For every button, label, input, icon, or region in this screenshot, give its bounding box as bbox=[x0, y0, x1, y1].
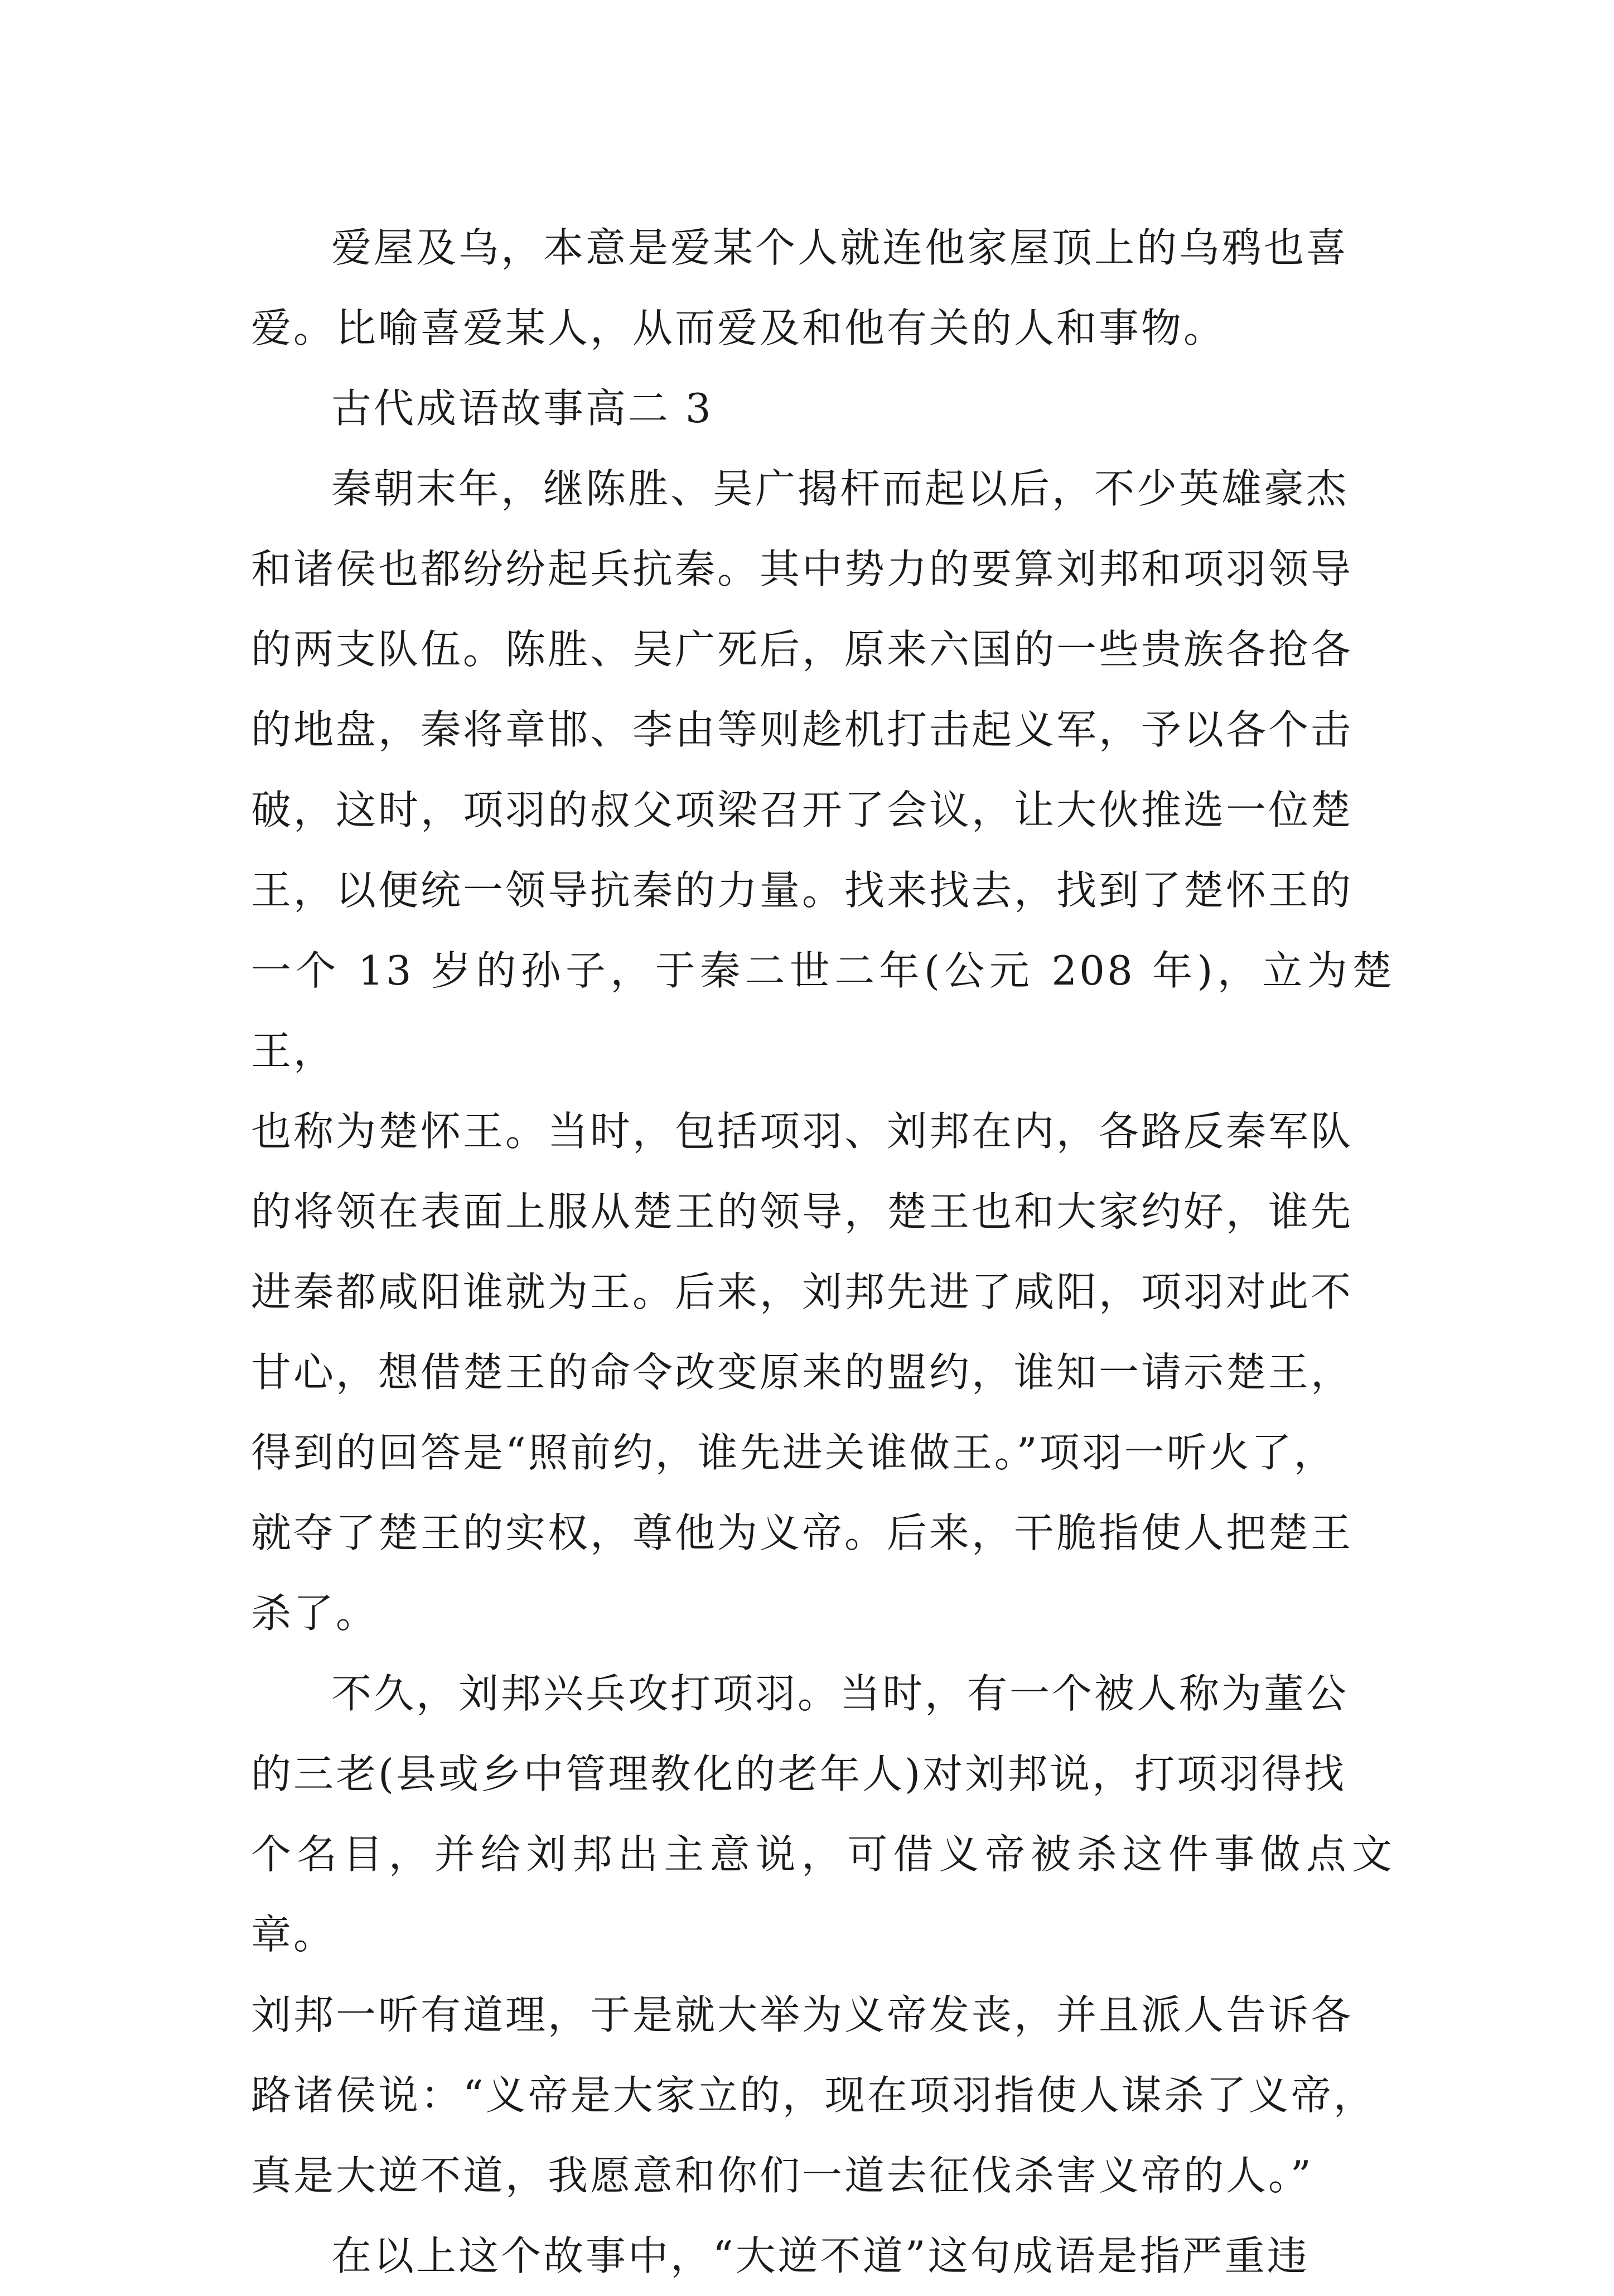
paragraph-ai-wu-ji-wu: 爱屋及乌，本意是爱某个人就连他家屋顶上的乌鸦也喜 爱。比喻喜爱某人，从而爱及和他有关的人和事物。 bbox=[251, 224, 1349, 351]
paragraph-idiom-explanation: 在以上这个故事中，“大逆不道”这句成语是指严重违 bbox=[331, 2232, 1309, 2279]
paragraph-liu-bang-attack: 不久，刘邦兴兵攻打项羽。当时，有一个被人称为董公 的三老(县或乡中管理教化的老年人)对刘邦说，打项羽得找 个名目，并给刘邦出主意说，可借义帝被杀这件事做点文章。 刘邦一听有道理，于是就大举为义帝发丧，并且派人告诉各 路诸侯说：“义帝是大家立的，现在项羽指使人谋杀了义帝， 真是大逆不道，我愿意和你们一道去征伐杀害义帝的人。” bbox=[251, 1670, 1394, 2199]
document-body bbox=[251, 208, 1394, 2296]
section-heading: 古代成语故事高二 3 bbox=[331, 385, 713, 432]
paragraph-qin-dynasty: 秦朝末年，继陈胜、吴广揭杆而起以后，不少英雄豪杰 和诸侯也都纷纷起兵抗秦。其中势力的要算刘邦和项羽领导 的两支队伍。陈胜、吴广死后，原来六国的一些贵族各抢各 的地盘，秦将章邯、李由等则趁机打击起义军，予以各个击 破，这时，项羽的叔父项梁召开了会议，让大伙推选一位楚 王，以便统一领导抗秦的力量。找来找去，找到了楚怀王的 一个 13 岁的孙子，于秦二世二年(公元 208 年)，立为楚王， 也称为楚怀王。当时，包括项羽、刘邦在内，各路反秦军队 的将领在表面上服从楚王的领导，楚王也和大家约好，谁先 进秦都咸阳谁就为王。后来，刘邦先进了咸阳，项羽对此不 甘心，想借楚王的命令改变原来的盟约，谁知一请示楚王， 得到的回答是“照前约，谁先进关谁做王。”项羽一听火了， 就夺了楚王的实权，尊他为义帝。后来，干脆指使人把楚王 杀了。 bbox=[251, 465, 1394, 1637]
